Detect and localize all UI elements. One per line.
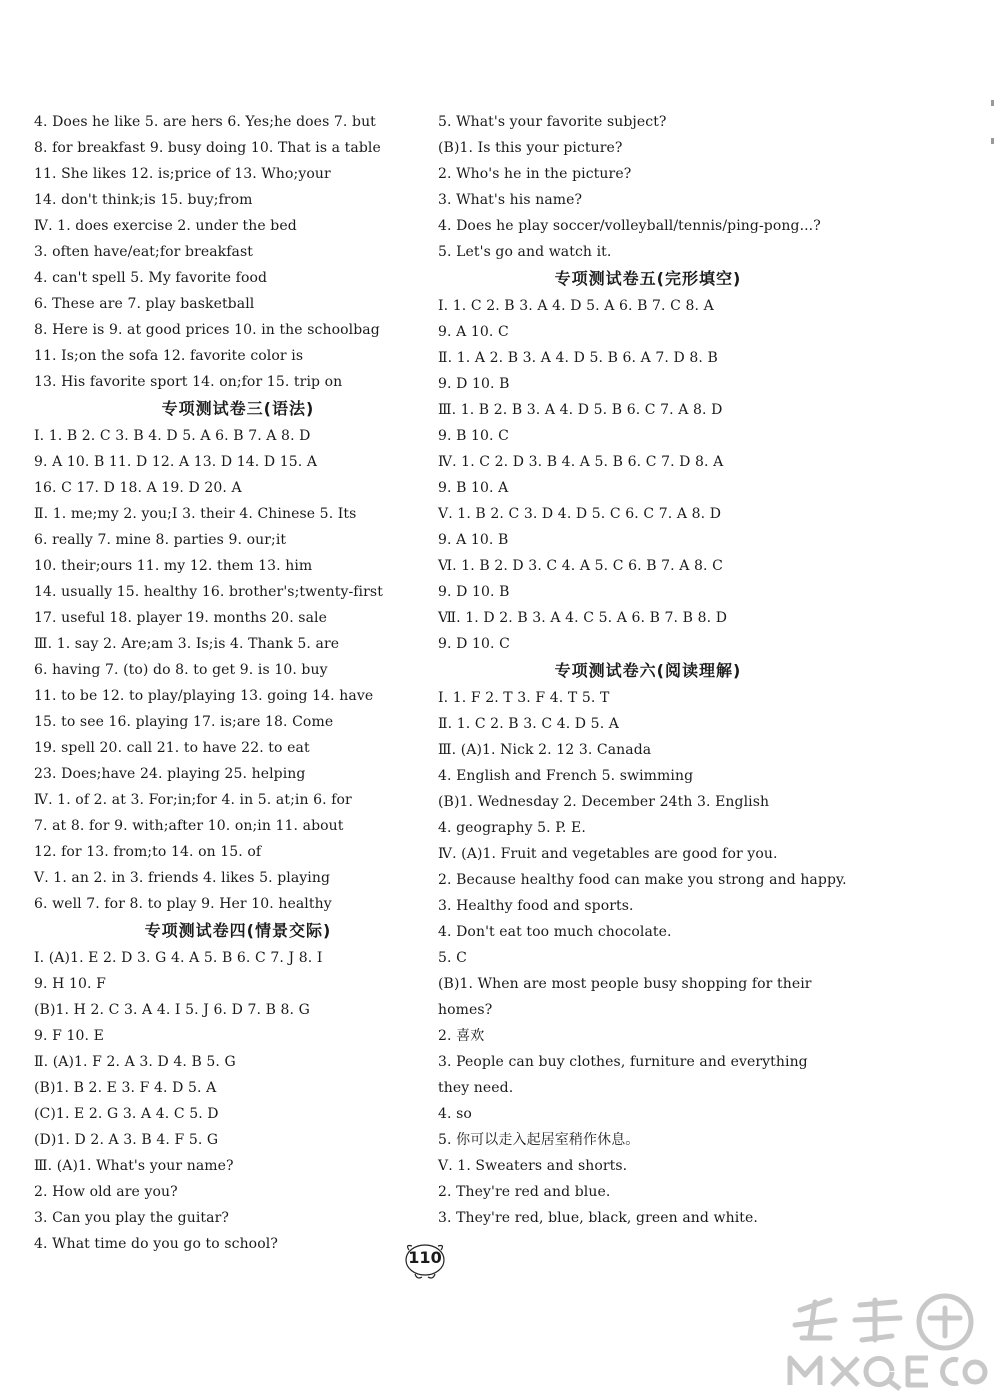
answer-line: 9. D 10. B (438, 584, 510, 600)
answer-line: 4. What time do you go to school? (34, 1236, 278, 1252)
answer-line: 9. B 10. A (438, 480, 509, 496)
answer-line: Ⅶ. 1. D 2. B 3. A 4. C 5. A 6. B 7. B 8. D (438, 610, 728, 626)
answer-line: 4. so (438, 1106, 472, 1122)
answer-line: 2. 喜欢 (438, 1028, 485, 1044)
answer-line: Ⅴ. 1. Sweaters and shorts. (438, 1158, 628, 1174)
answer-line: 13. His favorite sport 14. on;for 15. trip on (34, 374, 343, 390)
answer-line: 19. spell 20. call 21. to have 22. to eat (34, 740, 310, 756)
answer-line: Ⅱ. 1. A 2. B 3. A 4. D 5. B 6. A 7. D 8. B (438, 350, 718, 366)
answer-line: Ⅵ. 1. B 2. D 3. C 4. A 5. C 6. B 7. A 8. C (438, 558, 723, 574)
answer-line: 4. can't spell 5. My favorite food (34, 270, 268, 286)
answer-line: 8. Here is 9. at good prices 10. in the schoolbag (34, 322, 380, 338)
answer-line: 3. People can buy clothes, furniture and everything (438, 1054, 808, 1070)
section-heading: 专项测试卷六(阅读理解) (554, 661, 742, 680)
answer-line: Ⅳ. (A)1. Fruit and vegetables are good for you. (438, 846, 778, 862)
edge-mark (991, 138, 994, 144)
answer-line: Ⅰ. 1. B 2. C 3. B 4. D 5. A 6. B 7. A 8. D (34, 428, 311, 444)
answer-line: Ⅲ. 1. say 2. Are;am 3. Is;is 4. Thank 5. are (34, 636, 340, 652)
answer-line: (B)1. When are most people busy shopping for their (438, 976, 812, 992)
answer-line: 3. Healthy food and sports. (438, 898, 634, 914)
answer-line: 4. geography 5. P. E. (438, 820, 586, 836)
page-number (395, 1240, 455, 1282)
answer-line: Ⅴ. 1. B 2. C 3. D 4. D 5. C 6. C 7. A 8. D (438, 506, 722, 522)
answer-line: 7. at 8. for 9. with;after 10. on;in 11. about (34, 818, 344, 834)
section-heading: 专项测试卷三(语法) (161, 399, 315, 418)
answer-line: 16. C 17. D 18. A 19. D 20. A (34, 480, 242, 496)
answer-line: Ⅳ. 1. of 2. at 3. For;in;for 4. in 5. at;in 6. for (34, 792, 352, 808)
answer-line: 9. A 10. B 11. D 12. A 13. D 14. D 15. A (34, 454, 318, 470)
answer-line: (B)1. Is this your picture? (438, 140, 623, 156)
answer-line: 6. really 7. mine 8. parties 9. our;it (34, 532, 287, 548)
answer-line: 23. Does;have 24. playing 25. helping (34, 766, 306, 782)
answer-line: 15. to see 16. playing 17. is;are 18. Come (34, 714, 334, 730)
answer-line: 2. Who's he in the picture? (438, 166, 632, 182)
answer-line: 11. She likes 12. is;price of 13. Who;your (34, 166, 331, 182)
answer-line: 2. How old are you? (34, 1184, 178, 1200)
answer-line: 9. H 10. F (34, 976, 106, 992)
answer-line: (D)1. D 2. A 3. B 4. F 5. G (34, 1132, 219, 1148)
answer-line: (B)1. Wednesday 2. December 24th 3. English (438, 794, 770, 810)
answer-line: 10. their;ours 11. my 12. them 13. him (34, 558, 313, 574)
answer-line: 3. They're red, blue, black, green and white. (438, 1210, 758, 1226)
answer-line: (B)1. B 2. E 3. F 4. D 5. A (34, 1080, 217, 1096)
answer-line: 9. A 10. B (438, 532, 509, 548)
answer-line: 11. Is;on the sofa 12. favorite color is (34, 348, 304, 364)
answer-line: 5. 你可以走入起居室稍作休息。 (438, 1132, 640, 1148)
answer-line: Ⅱ. 1. C 2. B 3. C 4. D 5. A (438, 716, 620, 732)
answer-line: (C)1. E 2. G 3. A 4. C 5. D (34, 1106, 219, 1122)
answer-column-left (34, 109, 442, 1257)
answer-line: Ⅲ. (A)1. Nick 2. 12 3. Canada (438, 742, 652, 758)
answer-line: Ⅳ. 1. does exercise 2. under the bed (34, 218, 297, 234)
answer-line: Ⅲ. (A)1. What's your name? (34, 1158, 234, 1174)
answer-line: 3. What's his name? (438, 192, 583, 208)
answer-line: (B)1. H 2. C 3. A 4. I 5. J 6. D 7. B 8. G (34, 1002, 310, 1018)
watermark-logo (780, 1290, 995, 1395)
answer-line: they need. (438, 1080, 514, 1096)
answer-line: 14. don't think;is 15. buy;from (34, 192, 253, 208)
answer-line: homes? (438, 1002, 493, 1018)
answer-line: 8. for breakfast 9. busy doing 10. That is a table (34, 140, 381, 156)
answer-line: Ⅳ. 1. C 2. D 3. B 4. A 5. B 6. C 7. D 8. A (438, 454, 724, 470)
answer-line: 9. F 10. E (34, 1028, 104, 1044)
answer-line: 5. C (438, 950, 467, 966)
watermark-graphic-icon (780, 1290, 995, 1395)
answer-line: Ⅰ. 1. C 2. B 3. A 4. D 5. A 6. B 7. C 8. A (438, 298, 714, 314)
answer-line: 5. Let's go and watch it. (438, 244, 612, 260)
answer-line: 3. Can you play the guitar? (34, 1210, 229, 1226)
answer-line: 14. usually 15. healthy 16. brother's;twenty-first (34, 584, 383, 600)
answer-line: 2. They're red and blue. (438, 1184, 611, 1200)
answer-line: Ⅴ. 1. an 2. in 3. friends 4. likes 5. playing (34, 870, 331, 886)
answer-line: 4. Does he play soccer/volleyball/tennis/ping-pong...? (438, 218, 821, 234)
section-heading: 专项测试卷五(完形填空) (554, 269, 742, 288)
answer-line: 5. What's your favorite subject? (438, 114, 667, 130)
answer-line: Ⅱ. (A)1. F 2. A 3. D 4. B 5. G (34, 1054, 236, 1070)
edge-mark (991, 100, 994, 106)
answer-line: 9. B 10. C (438, 428, 509, 444)
answer-line: 4. English and French 5. swimming (438, 768, 694, 784)
answer-line: 9. A 10. C (438, 324, 509, 340)
answer-line: 2. Because healthy food can make you strong and happy. (438, 872, 847, 888)
answer-line: 4. Don't eat too much chocolate. (438, 924, 672, 940)
answer-line: 12. for 13. from;to 14. on 15. of (34, 844, 262, 860)
answer-line: 9. D 10. C (438, 636, 510, 652)
answer-line: 6. having 7. (to) do 8. to get 9. is 10. buy (34, 662, 328, 678)
answer-line: 6. These are 7. play basketball (34, 296, 255, 312)
answer-line: 17. useful 18. player 19. months 20. sale (34, 610, 327, 626)
answer-line: 3. often have/eat;for breakfast (34, 244, 254, 260)
answer-line: 11. to be 12. to play/playing 13. going 14. have (34, 688, 374, 704)
answer-line: Ⅲ. 1. B 2. B 3. A 4. D 5. B 6. C 7. A 8. D (438, 402, 723, 418)
answer-column-right (438, 109, 858, 1231)
answer-line: Ⅱ. 1. me;my 2. you;I 3. their 4. Chinese 5. Its (34, 506, 357, 522)
answer-line: 6. well 7. for 8. to play 9. Her 10. healthy (34, 896, 332, 912)
section-heading: 专项测试卷四(情景交际) (144, 921, 332, 940)
answer-line: 4. Does he like 5. are hers 6. Yes;he does 7. but (34, 114, 376, 130)
answer-line: Ⅰ. 1. F 2. T 3. F 4. T 5. T (438, 690, 610, 706)
answer-line: Ⅰ. (A)1. E 2. D 3. G 4. A 5. B 6. C 7. J 8. I (34, 950, 323, 966)
page-number-text: 110 (408, 1248, 442, 1267)
answer-line: 9. D 10. B (438, 376, 510, 392)
